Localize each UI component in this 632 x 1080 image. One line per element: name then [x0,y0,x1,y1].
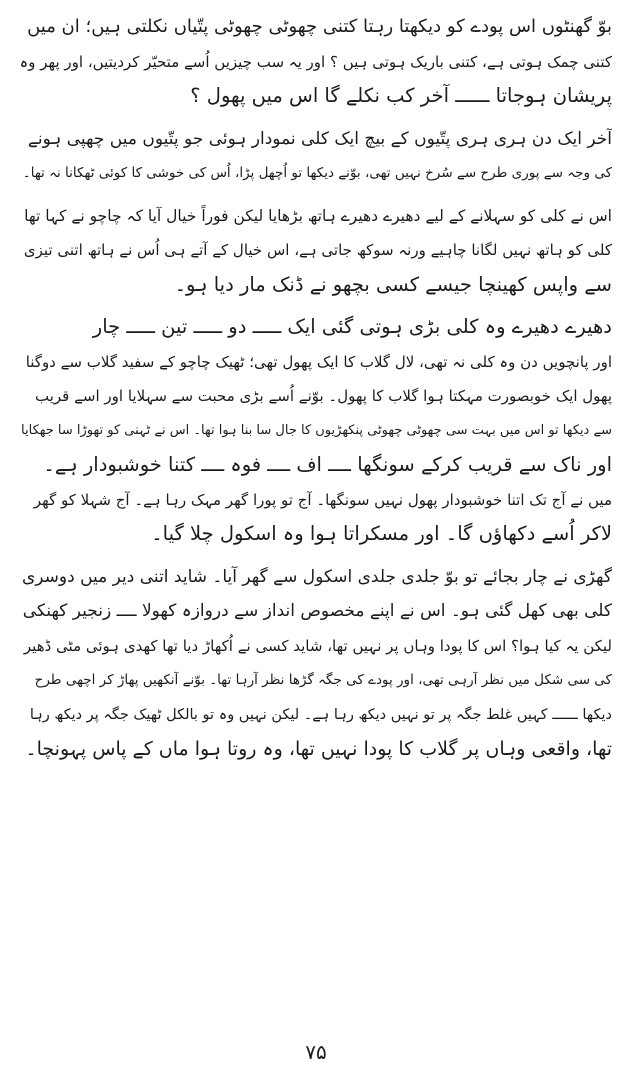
text-line: لیکن یہ کیا ہوا؟ اس کا پودا وہاں پر نہیں تھا، شاید کسی نے اُکھاڑ دیا تھا کھدی ہوئی مٹی ڈھیر [23,636,612,655]
text-line: پھول ایک خوبصورت مہکتا ہوا گلاب کا پھول۔ بوّنے اُسے بڑی محبت سے سہلایا اور اسے قریب [35,387,612,405]
text-line: دھیرے دھیرے وہ کلی بڑی ہوتی گئی ایک ـــــ دو ـــــ تین ـــــ چار [92,315,612,338]
text-line: لاکر اُسے دکھاؤں گا۔ اور مسکراتا ہوا وہ اسکول چلا گیا۔ [151,522,612,545]
page-text [18,10,612,767]
text-line: پریشان ہوجاتا ــــــ آخر کب نکلے گا اس میں پھول ؟ [190,84,612,107]
text-line: کلی کو ہاتھ نہیں لگانا چاہیے ورنہ سوکھ جاتی ہے، اس خیال کے آتے ہی اُس نے ہاتھ اتنی تیزی [23,241,612,259]
paragraph-gap [18,552,612,560]
text-line: میں نے آج تک اتنا خوشبودار پھول نہیں سونگھا۔ آج تو پورا گھر مہک رہا ہے۔ آج شہلا کو گھر [33,490,612,509]
text-line: بوّ گھنٹوں اس پودے کو دیکھتا رہتا کتنی چھوٹی چھوٹی پتّیاں نکلتی ہیں؛ ان میں [27,16,612,37]
text-line: تھا، واقعی وہاں پر گلاب کا پودا نہیں تھا، وہ روتا ہوا ماں کے پاس پہونچا۔ [25,738,612,760]
paragraph-gap [18,191,612,199]
page-number: ٧۵ [305,1040,327,1064]
text-line: کتنی چمک ہوتی ہے، کتنی باریک ہوتی ہیں ؟ اور یہ سب چیزیں اُسے متحیّر کردیتیں، اور پھر وہ [19,52,612,71]
text-line: دیکھا ــــــ کہیں غلط جگہ پر تو نہیں دیکھ رہا ہے۔ لیکن نہیں وہ تو بالکل ٹھیک جگہ پر دیکھ رہا [29,706,612,723]
text-line: کلی بھی کھل گئی ہو۔ اس نے اپنے مخصوص انداز سے دروازہ کھولا ــــ زنجیر کھنکی [22,601,612,621]
text-line: کی وجہ سے پوری طرح سے سُرخ نہیں تھی، بوّنے دیکھا تو اُچھل پڑا، اُس کی خوشی کا کوئی ٹھکانا نہ تھا۔ [22,165,612,181]
paragraph-gap [18,114,612,122]
text-line: کی سی شکل میں نظر آرہی تھی، اور پودے کی جگہ گڑھا نظر آرہا تھا۔ بوّنے آنکھیں پھاڑ کر اچھی طرح [34,672,612,688]
text-line: اس نے کلی کو سہلانے کے لیے دھیرے دھیرے ہاتھ بڑھایا لیکن فوراً خیال آیا کہ چاچو نے کہا تھا [24,206,612,225]
paragraph-gap [18,302,612,310]
text-line: سے دیکھا تو اس میں بہت سی چھوٹی چھوٹی پنکھڑیوں کا جال سا بنا ہوا تھا۔ اس نے ٹہنی کو تھوڑا سا جھکایا [21,422,612,438]
text-line: اور پانچویں دن وہ کلی نہ تھی، لال گلاب کا ایک پھول تھی؛ ٹھیک چاچو کے سفید گلاب سے دوگنا [25,352,612,371]
text-line: اور ناک سے قریب کرکے سونگھا ــــ اف ــــ فوہ ــــ کتنا خوشبودار ہے۔ [43,453,612,476]
text-line: آخر ایک دن ہری ہری پتّیوں کے بیچ ایک کلی نمودار ہوئی جو پتّیوں میں چھپی ہونے [27,128,612,149]
text-line: سے واپس کھینچا جیسے کسی بچھو نے ڈنک مار دیا ہو۔ [174,272,612,296]
text-line: گھڑی نے چار بجائے تو بوّ جلدی جلدی اسکول سے گھر آیا۔ شاید اتنی دیر میں دوسری [21,566,612,587]
